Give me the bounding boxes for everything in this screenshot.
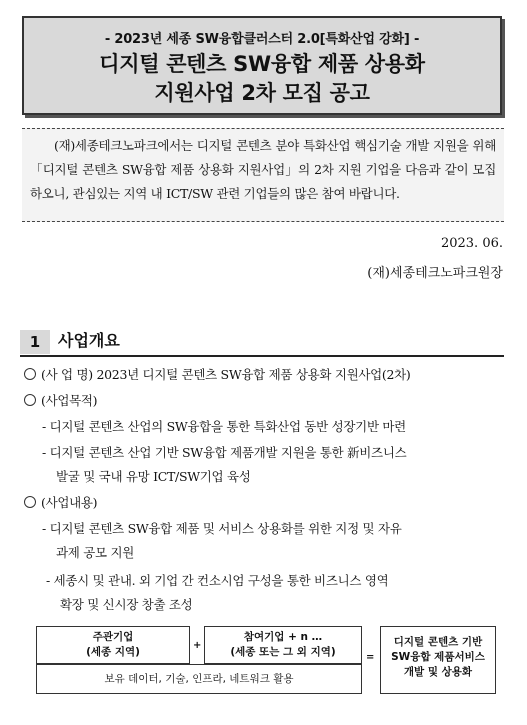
title-subtitle: - 2023년 세종 SW융합클러스터 2.0[특화산업 강화] -	[104, 32, 420, 47]
item-text: (사업목적)	[41, 393, 98, 408]
title-line-2: 지원사업 2차 모집 공고	[154, 81, 370, 105]
content-sub-2-line-1: - 세종시 및 관내. 외 기업 간 컨소시엄 구성을 통한 비즈니스 영역	[46, 573, 389, 588]
circle-bullet-icon	[24, 496, 36, 508]
content-sub-1-line-1: - 디지털 콘텐츠 SW융합 제품 및 서비스 상용화를 위한 지정 및 자유	[42, 521, 402, 536]
partner-company-label: 참여기업 + n …	[243, 631, 323, 643]
intro-text: (재)세종테크노파크에서는 디지털 콘텐츠 분야 특화산업 핵심기술 개발 지원을 위해「디지털 콘텐츠 SW융합 제품 상용화 지원사업」의 2차 지원 기업을 다음과 같이 모집하오니, 관심있는 지역 내 ICT/SW 관련 기업들의 많은 참여 바랍니다.	[30, 138, 496, 201]
purpose-sub-2-line-1: - 디지털 콘텐츠 산업 기반 SW융합 제품개발 지원을 통한 新비즈니스	[42, 445, 407, 460]
resources-text: 보유 데이터, 기술, 인프라, 네트워크 활용	[104, 673, 294, 685]
list-item-project-name	[24, 366, 411, 384]
item-text: (사 업 명) 2023년 디지털 콘텐츠 SW융합 제품 상용화 지원사업(2차)	[41, 367, 411, 382]
intro-box	[22, 128, 504, 222]
equals-sign: =	[366, 652, 375, 663]
organization-name: (재)세종테크노파크원장	[367, 266, 503, 281]
circle-bullet-icon	[24, 368, 36, 380]
item-text: (사업내용)	[41, 495, 98, 510]
section-divider	[20, 355, 504, 357]
purpose-sub-2-line-2: 발굴 및 국내 유망 ICT/SW기업 육성	[56, 469, 251, 484]
content-sub-2-line-2: 확장 및 신시장 창출 조성	[60, 597, 193, 612]
list-item-content	[24, 494, 97, 512]
lead-company-region: (세종 지역)	[86, 646, 140, 658]
result-box	[380, 626, 496, 694]
title-line-1: 디지털 콘텐츠 SW융합 제품 상용화	[99, 52, 425, 76]
section-title: 사업개요	[58, 331, 120, 350]
result-line-3: 개발 및 상용화	[403, 666, 473, 678]
purpose-sub-1: - 디지털 콘텐츠 산업의 SW융합을 통한 특화산업 동반 성장기반 마련	[42, 419, 406, 434]
content-sub-1-line-2: 과제 공모 지원	[56, 545, 134, 560]
resources-box	[36, 664, 362, 694]
partner-company-box	[204, 626, 362, 664]
partner-company-region: (세종 또는 그 외 지역)	[230, 646, 336, 658]
title-box	[22, 16, 502, 115]
result-line-2: SW융합 제품서비스	[391, 651, 485, 663]
plus-sign: +	[193, 640, 202, 651]
lead-company-box	[36, 626, 190, 664]
lead-company-label: 주관기업	[92, 631, 134, 643]
result-line-1: 디지털 콘텐츠 기반	[393, 636, 483, 648]
announcement-date: 2023. 06.	[440, 236, 503, 251]
circle-bullet-icon	[24, 394, 36, 406]
section-number: 1	[20, 330, 50, 354]
list-item-purpose	[24, 392, 97, 410]
